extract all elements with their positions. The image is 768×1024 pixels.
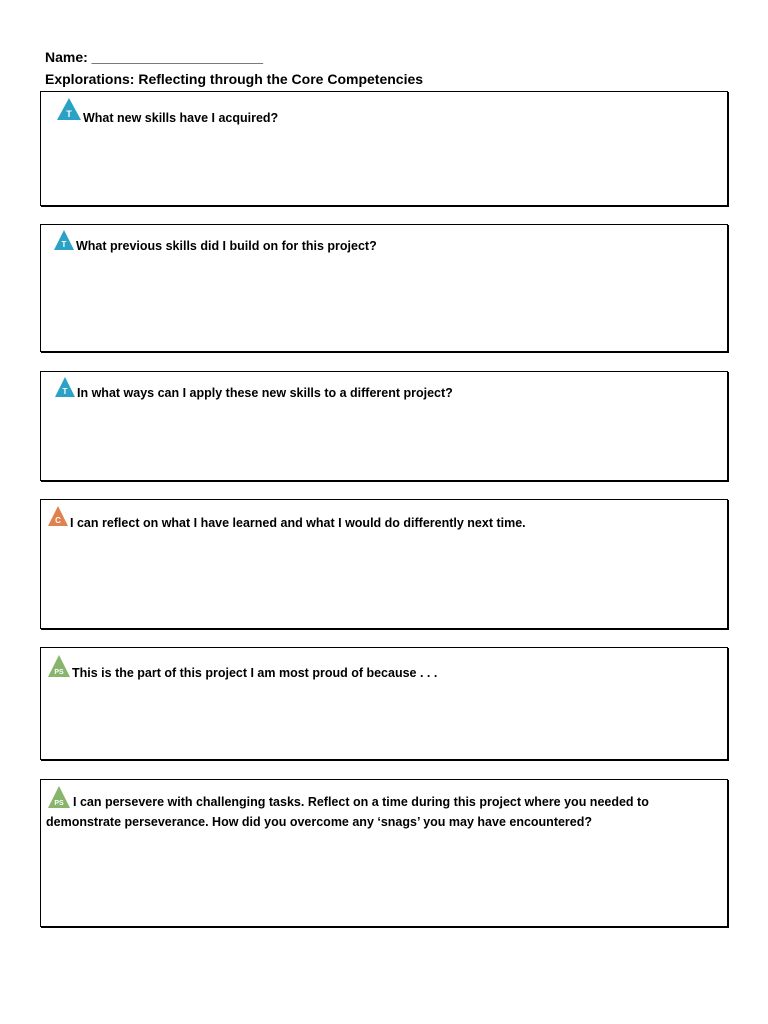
reflection-prompt-6 xyxy=(46,792,716,832)
reflection-prompt-5: This is the part of this project I am most proud of because . . . xyxy=(72,666,438,680)
reflection-box-3[interactable] xyxy=(40,371,728,481)
thinking-triangle-icon xyxy=(53,229,75,251)
reflection-prompt-2: What previous skills did I build on for this project? xyxy=(76,239,377,253)
communication-triangle-icon xyxy=(47,505,69,527)
svg-text:PS: PS xyxy=(54,669,64,676)
reflection-box-1[interactable] xyxy=(40,91,728,206)
svg-text:PS: PS xyxy=(54,800,64,807)
reflection-box-6[interactable] xyxy=(40,779,728,927)
reflection-box-4[interactable] xyxy=(40,499,728,629)
svg-text:C: C xyxy=(55,516,61,525)
reflection-prompt-1: What new skills have I acquired? xyxy=(83,111,279,125)
thinking-triangle-icon xyxy=(54,376,76,398)
personal-social-triangle-icon xyxy=(47,654,71,678)
reflection-prompt-3: In what ways can I apply these new skills to a different project? xyxy=(77,386,453,400)
svg-text:T: T xyxy=(66,109,72,119)
page-title: Explorations: Reflecting through the Core Competencies xyxy=(45,71,424,87)
reflection-prompt-6-line-2: demonstrate perseverance. How did you overcome any ‘snags’ you may have encountered? xyxy=(46,815,593,829)
reflection-prompt-6-line-1: I can persevere with challenging tasks. Reflect on a time during this project where you needed to xyxy=(73,795,649,809)
reflection-box-5[interactable] xyxy=(40,647,728,760)
name-field-label: Name: ______________________ xyxy=(45,49,263,65)
thinking-triangle-icon xyxy=(56,97,82,121)
svg-text:T: T xyxy=(62,387,68,396)
reflection-box-2[interactable] xyxy=(40,224,728,352)
reflection-prompt-4: I can reflect on what I have learned and what I would do differently next time. xyxy=(70,516,526,530)
svg-text:T: T xyxy=(61,240,67,249)
